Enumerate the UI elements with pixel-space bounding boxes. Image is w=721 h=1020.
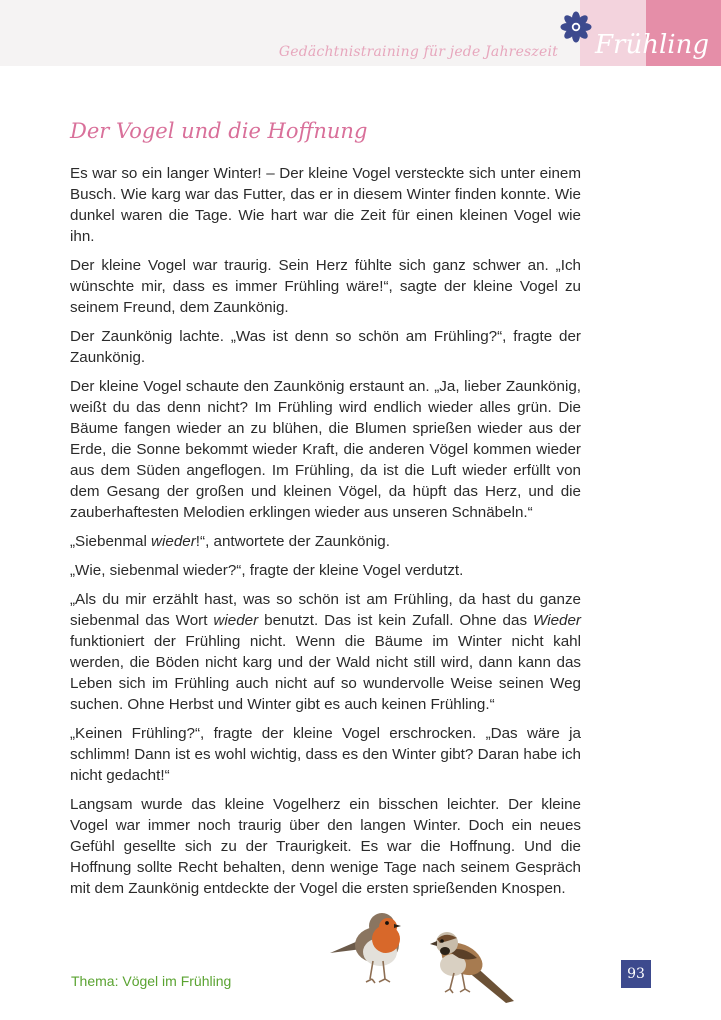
emphasis-text: Wieder [533,612,581,629]
footer-topic: Thema: Vögel im Frühling [71,973,232,989]
emphasis-text: wieder [151,533,196,550]
paragraph-text: benutzt. Das ist kein Zufall. Ohne das [258,612,534,629]
flower-icon [560,11,592,43]
robin-icon [330,913,401,983]
story-paragraph [70,723,581,786]
season-label: Frühling [595,30,709,60]
story-paragraph [70,255,581,318]
emphasis-text: wieder [213,612,259,629]
page-number: 93 [621,960,651,988]
story-paragraph [70,531,581,552]
story-paragraph [70,794,581,899]
story-paragraph [70,376,581,523]
birds-illustration [322,905,527,1005]
story-paragraph [70,589,581,715]
paragraph-text: Langsam wurde das kleine Vogelherz ein bisschen leichter. Der kleine Vogel war immer noch traurig über den langen Winter. Doch ein neues Gefühl gesellte sich zu der Traurigkeit. Es war die Hoffnung. Und die Hoffnung sollte Recht behalten, denn wenige Tage nach seinem Gespräch mit dem Zaunkönig entdeckte der Vogel die ersten sprießenden Knospen. [70,796,581,897]
story-body [70,163,581,907]
paragraph-text: Der kleine Vogel war traurig. Sein Herz fühlte sich ganz schwer an. „Ich wünschte mir, dass es immer Frühling wäre!“, sagte der kleine Vogel zu seinem Freund, dem Zaunkönig. [70,257,581,316]
paragraph-text: „Wie, siebenmal wieder?“, fragte der kleine Vogel verdutzt. [70,562,464,579]
paragraph-text: „Keinen Frühling?“, fragte der kleine Vogel erschrocken. „Das wäre ja schlimm! Dann ist es wohl wichtig, dass es den Winter gibt? Daran habe ich nicht gedacht!“ [70,725,581,784]
story-title: Der Vogel und die Hoffnung [70,119,368,143]
paragraph-text: funktioniert der Frühling nicht. Wenn die Bäume im Winter nicht kahl werden, die Böden nicht karg und der Wald nicht still wird, dann kann das Leben sich im Frühling auch nicht auf so wundervolle Weise seinen Weg suchen. Ohne Herbst und Winter gibt es auch keinen Frühling.“ [70,633,581,713]
story-paragraph [70,326,581,368]
story-paragraph [70,163,581,247]
book-subtitle: Gedächtnistraining für jede Jahreszeit [278,44,558,60]
sparrow-icon [430,932,514,1003]
paragraph-text: !“, antwortete der Zaunkönig. [195,533,390,550]
paragraph-text: Der Zaunkönig lachte. „Was ist denn so schön am Frühling?“, fragte der Zaunkönig. [70,328,581,366]
paragraph-text: „Siebenmal [70,533,152,550]
paragraph-text: „Als du mir erzählt hast, was so schön ist am Frühling, da hast du ganze siebenmal das Wort [70,591,581,629]
paragraph-text: Der kleine Vogel schaute den Zaunkönig erstaunt an. „Ja, lieber Zaunkönig, weißt du das denn nicht? Im Frühling wird endlich wieder alles grün. Die Bäume fangen wieder an zu blühen, die Blumen sprießen wieder aus der Erde, die Sonne bekommt wieder Kraft, die anderen Vögel kommen wieder aus dem Süden angeflogen. Im Frühling, da ist die Luft wieder erfüllt von dem Gesang der großen und kleinen Vögel, da hüpft das Herz, und die zauberhaftesten Melodien erklingen wieder aus unseren Schnäbeln.“ [70,378,581,521]
paragraph-text: Es war so ein langer Winter! – Der kleine Vogel versteckte sich unter einem Busch. Wie karg war das Futter, das er in diesem Winter finden konnte. Wie dunkel waren die Tage. Wie hart war die Zeit für einen kleinen Vogel wie ihn. [70,165,581,245]
story-paragraph [70,560,581,581]
